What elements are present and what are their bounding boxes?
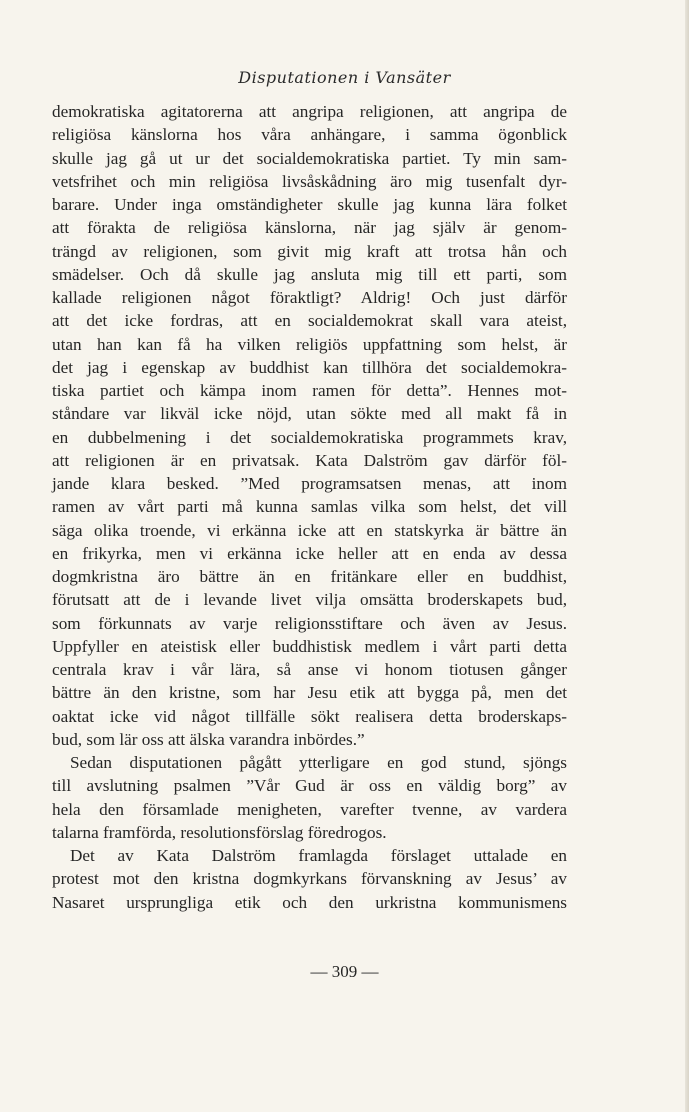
text-line: Uppfyller en ateistisk eller buddhistisk medlem i vårt parti detta xyxy=(52,636,567,656)
text-line: trängd av religionen, som givit mig kraft att trotsa hån och xyxy=(52,241,567,261)
text-line: oaktat icke vid något tillfälle sökt realisera detta broderskaps- xyxy=(52,706,567,726)
text-line: Nasaret ursprungliga etik och den urkristna kommunismens xyxy=(52,892,567,912)
text-line: ramen av vårt parti må kunna samlas vilka som helst, det vill xyxy=(52,497,567,517)
page-number: — 309 — xyxy=(310,962,379,981)
text-line: förutsatt att de i levande livet vilja omsätta broderskapets bud, xyxy=(52,590,567,610)
text-line: jande klara besked. ”Med programsatsen menas, att inom xyxy=(52,474,567,493)
text-line: att förakta de religiösa känslorna, när jag själv är genom- xyxy=(52,218,567,238)
text-line: vetsfrihet och min religiösa livsåskådning äro mig tusenfalt dyr- xyxy=(52,171,567,191)
text-line: som förkunnats av varje religionsstiftare och även av Jesus. xyxy=(52,613,567,633)
text-line: skulle jag gå ut ur det socialdemokratiska partiet. Ty min sam- xyxy=(52,148,567,168)
text-line: protest mot den kristna dogmkyrkans förvanskning av Jesus’ av xyxy=(52,869,567,889)
text-line: religiösa känslorna hos våra anhängare, i samma ögonblick xyxy=(52,125,567,145)
text-line: centrala krav i vår lära, så anse vi honom tiotusen gånger xyxy=(52,660,567,679)
text-line: demokratiska agitatorerna att angripa religionen, att angripa de xyxy=(52,102,567,121)
text-line: ståndare var likväl icke nöjd, utan sökte med all makt få in xyxy=(52,404,567,424)
page-edge xyxy=(685,0,689,1112)
text-line: talarna framförda, resolutionsförslag föredrogos. xyxy=(52,822,387,842)
text-line: en dubbelmening i det socialdemokratiska programmets krav, xyxy=(52,427,567,447)
text-line: utan han kan få ha vilken religiös uppfattning som helst, är xyxy=(52,334,567,354)
text-line: bättre än den kristne, som har Jesu etik att bygga på, men det xyxy=(52,683,567,703)
text-line: bud, som lär oss att älska varandra inbördes.” xyxy=(52,729,365,749)
text-line: Sedan disputationen pågått ytterligare en god stund, sjöngs xyxy=(70,753,567,772)
text-line: att det icke fordras, att en socialdemokrat skall vara ateist, xyxy=(52,311,567,331)
text-line: dogmkristna äro bättre än en fritänkare eller en buddhist, xyxy=(52,567,567,586)
text-line: att religionen är en privatsak. Kata Dalström gav därför föl- xyxy=(52,450,567,470)
text-line: till avslutning psalmen ”Vår Gud är oss en väldig borg” av xyxy=(52,776,567,796)
text-line: säga olika troende, vi erkänna icke att en statskyrka är bättre än xyxy=(52,520,567,540)
text-line: barare. Under inga omständigheter skulle jag kunna lära folket xyxy=(52,195,567,214)
text-line: Det av Kata Dalström framlagda förslaget uttalade en xyxy=(70,846,567,865)
body-text xyxy=(52,100,567,914)
text-line: kallade religionen något föraktligt? Aldrig! Och just därför xyxy=(52,288,567,307)
running-head: Disputationen i Vansäter xyxy=(238,68,451,87)
text-line: det jag i egenskap av buddhist kan tillhöra det socialdemokra- xyxy=(52,357,567,377)
text-line: tiska partiet och kämpa inom ramen för detta”. Hennes mot- xyxy=(52,381,567,400)
text-line: smädelser. Och då skulle jag ansluta mig till ett parti, som xyxy=(52,264,567,284)
text-line: hela den församlade menigheten, varefter tvenne, av vardera xyxy=(52,799,567,819)
text-line: en frikyrka, men vi erkänna icke heller att en enda av dessa xyxy=(52,543,567,563)
